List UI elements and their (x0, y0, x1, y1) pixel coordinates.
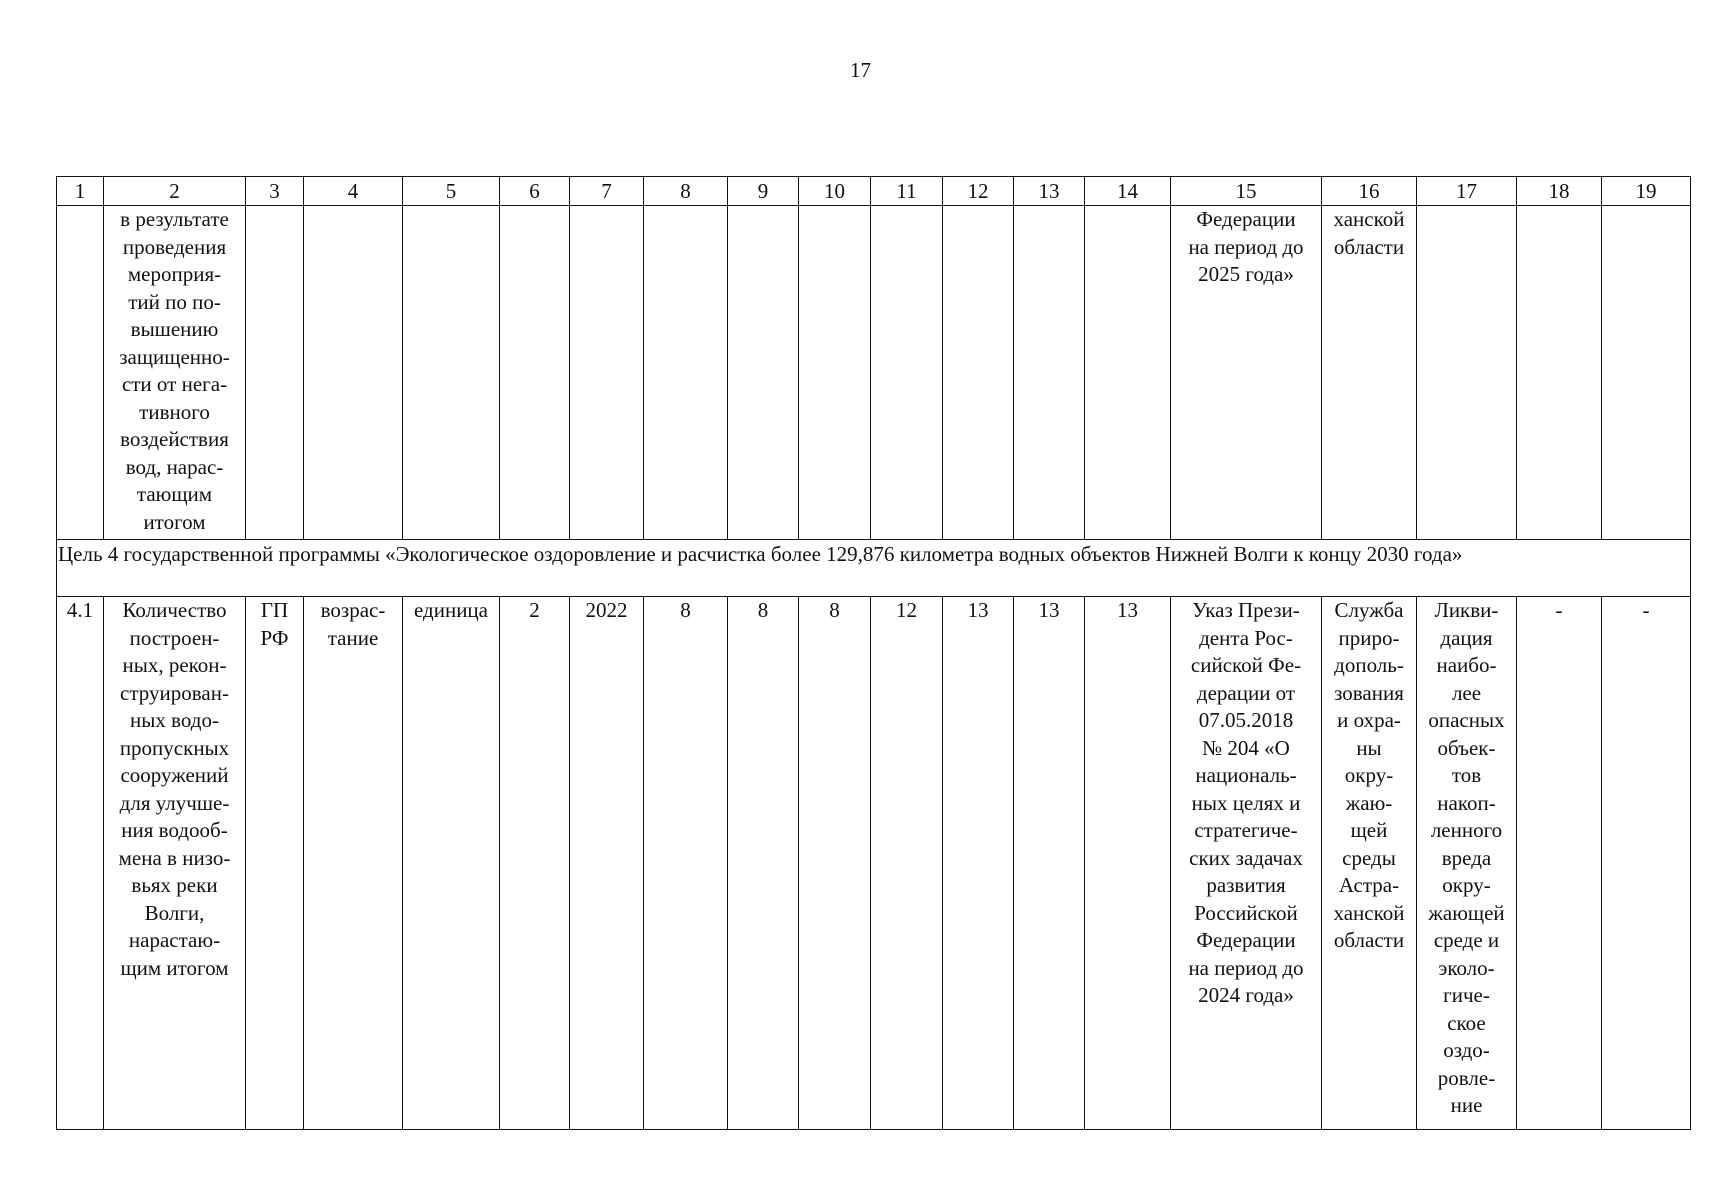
table-cell (246, 206, 304, 540)
value-cell: 13 (1014, 597, 1085, 1130)
header-cell: 11 (871, 177, 943, 206)
base-value: 2 (500, 597, 570, 1130)
header-cell: 14 (1085, 177, 1171, 206)
value-cell: 12 (871, 597, 943, 1130)
table-cell (304, 206, 403, 540)
value-cell: 8 (799, 597, 871, 1130)
responsible-continuation: ханской области (1322, 206, 1417, 540)
table-cell (403, 206, 500, 540)
header-cell: 18 (1517, 177, 1602, 206)
header-cell: 7 (570, 177, 644, 206)
header-cell: 3 (246, 177, 304, 206)
header-cell: 5 (403, 177, 500, 206)
value-cell: 8 (728, 597, 799, 1130)
value-cell: 13 (943, 597, 1014, 1130)
indicators-table (56, 176, 1691, 1130)
responsible-body: Служба приро- дополь- зования и охра- ны окру- жаю- щей среды Астра- ханской области (1322, 597, 1417, 1130)
page-number: 17 (850, 58, 871, 82)
table-cell (799, 206, 871, 540)
table-cell (644, 206, 728, 540)
indicator-level: ГП РФ (246, 597, 304, 1130)
indicator-trend: возрас- тание (304, 597, 403, 1130)
header-cell: 9 (728, 177, 799, 206)
table-cell (1517, 206, 1602, 540)
value-cell: 13 (1085, 597, 1171, 1130)
header-cell: 6 (500, 177, 570, 206)
value-cell: - (1517, 597, 1602, 1130)
header-cell: 17 (1417, 177, 1517, 206)
value-cell: - (1602, 597, 1691, 1130)
header-cell: 12 (943, 177, 1014, 206)
row-number: 4.1 (57, 597, 104, 1130)
table-cell (728, 206, 799, 540)
header-cell: 15 (1171, 177, 1322, 206)
table-cell (570, 206, 644, 540)
goal-row (57, 540, 1691, 597)
table-cell (1602, 206, 1691, 540)
base-year: 2022 (570, 597, 644, 1130)
table-cell (57, 206, 104, 540)
header-cell: 13 (1014, 177, 1085, 206)
column-number-header (57, 177, 1691, 206)
header-cell: 4 (304, 177, 403, 206)
table-cell (1014, 206, 1085, 540)
continuation-row (57, 206, 1691, 540)
linked-goal: Ликви- дация наибо- лее опасных объек- тов накоп- ленного вреда окру- жающей среде и эколо- гиче- ское оздо- ровле- ние (1417, 597, 1517, 1130)
header-cell: 2 (104, 177, 246, 206)
unit-of-measure: единица (403, 597, 500, 1130)
indicator-name-continuation: в результате проведения мероприя- тий по по- вышению защищенно- сти от нега- тивного воздействия вод, нарас- тающим итогом (104, 206, 246, 540)
indicator-name: Количество построен- ных, рекон- струирован- ных водо- пропускных сооружений для улучше- ния водооб- мена в низо- вьях реки Волги, нарастаю- щим итогом (104, 597, 246, 1130)
header-cell: 1 (57, 177, 104, 206)
header-cell: 19 (1602, 177, 1691, 206)
header-cell: 10 (799, 177, 871, 206)
table-cell (1417, 206, 1517, 540)
table-cell (1085, 206, 1171, 540)
basis-document: Указ Прези- дента Рос- сийской Фе- дерации от 07.05.2018 № 204 «О националь- ных целях и стратегиче- ских задачах развития Российской Федерации на период до 2024 года» (1171, 597, 1322, 1130)
goal-text: Цель 4 государственной программы «Экологическое оздоровление и расчистка более 129,876 километра водных объектов Нижней Волги к концу 2030 года» (57, 540, 1691, 597)
header-cell: 8 (644, 177, 728, 206)
table-row (57, 597, 1691, 1130)
table-cell (500, 206, 570, 540)
table-cell (943, 206, 1014, 540)
basis-continuation: Федерации на период до 2025 года» (1171, 206, 1322, 540)
header-cell: 16 (1322, 177, 1417, 206)
value-cell: 8 (644, 597, 728, 1130)
table-cell (871, 206, 943, 540)
